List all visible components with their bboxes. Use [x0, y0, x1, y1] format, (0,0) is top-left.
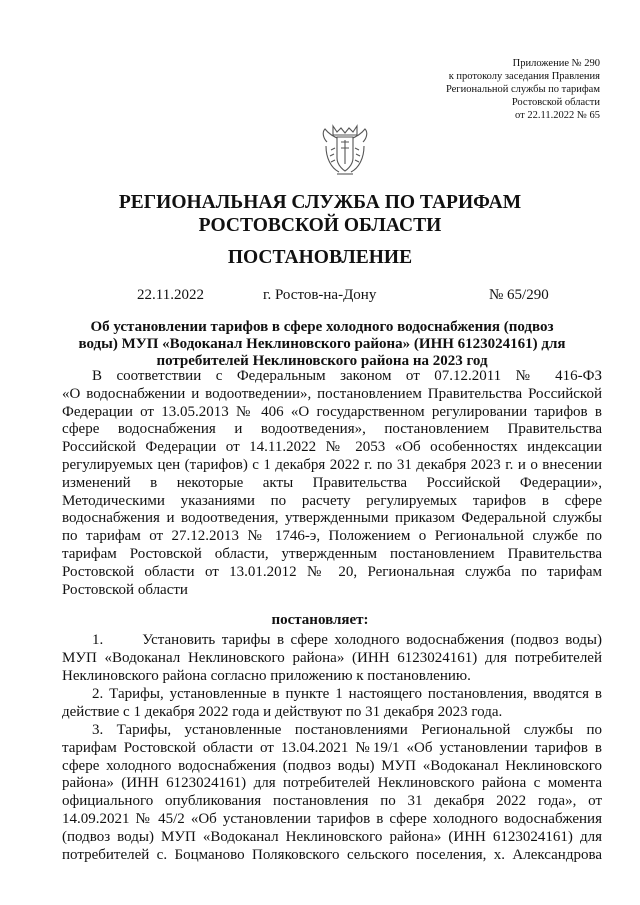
text-line: тарифам Ростовской области, утвержденным постановлением Правительства [62, 545, 602, 562]
text-line: 1. Установить тарифы в сфере холодного водоснабжения (подвоз воды) [92, 632, 602, 648]
text-line: района» (ИНН 6123024161) для потребителей Неклиновского района с момента [62, 775, 602, 792]
agency-line: РОСТОВСКОЙ ОБЛАСТИ [198, 215, 442, 236]
text-line: Российской Федерации от 14.11.2022 № 2053 «Об особенностях индексации [62, 439, 602, 456]
text-line: 3. Тарифы, установленные постановлениями Региональной службы по [92, 722, 602, 738]
appendix-note [446, 57, 600, 122]
text-line: изменений в некоторые акты Правительства Российской Федерации», [62, 474, 602, 491]
text-line: тарифам Ростовской области от 13.04.2021 №19/1 «Об установлении тарифов в [62, 739, 602, 756]
text-line: сфере водоснабжения и водоотведения», постановлением Правительства [62, 421, 602, 438]
item-3-paragraph [62, 722, 602, 864]
text-line: водоснабжения и водоотведения, утвержденными приказом Федеральной службы [62, 510, 602, 527]
text-line: Федерации от 13.05.2013 № 406 «О государственном регулировании тарифов в [62, 403, 602, 420]
appendix-line: Ростовской области [511, 97, 600, 108]
text-line: официального опубликования постановления по 31 декабря 2022 года», от [62, 793, 602, 810]
appendix-line: Приложение № 290 [512, 58, 600, 69]
appendix-line: от 22.11.2022 № 65 [515, 110, 600, 121]
text-line: Ростовской области [62, 581, 188, 598]
document-place: г. Ростов-на-Дону [263, 287, 377, 303]
item-1-paragraph [62, 632, 602, 685]
text-line: В соответствии с Федеральным законом от 07.12.2011 № 416-ФЗ [92, 368, 602, 384]
text-line: действие с 1 декабря 2022 года и действуют по 31 декабря 2023 года. [62, 703, 503, 720]
document-date: 22.11.2022 [137, 287, 204, 303]
title-line: воды) МУП «Водоканал Неклиновского района» (ИНН 6123024161) для [78, 336, 566, 352]
appendix-line: к протоколу заседания Правления [448, 71, 600, 82]
agency-name [0, 191, 640, 237]
text-line: регулируемых цен (тарифов) с 1 декабря 2022 г. по 31 декабря 2023 г. и о внесении [62, 456, 602, 473]
text-line: МУП «Водоканал Неклиновского района» (ИНН 6123024161) для потребителей [62, 649, 602, 666]
decree-word: постановляет: [271, 612, 369, 628]
text-line: 2. Тарифы, установленные в пункте 1 настоящего постановления, вводятся в [92, 686, 602, 702]
document-number: № 65/290 [489, 287, 549, 303]
text-line: Неклиновского района согласно приложению к постановлению. [62, 667, 471, 684]
text-line: сфере холодного водоснабжения (подвоз воды) МУП «Водоканал Неклиновского [62, 757, 602, 774]
item-2-paragraph [62, 686, 602, 722]
text-line: 14.09.2021 № 45/2 «Об установлении тарифов в сфере холодного водоснабжения [62, 810, 602, 827]
text-line: по тарифам от 27.12.2013 № 1746-э, Положением о Региональной службе по [62, 528, 602, 545]
text-line: Ростовской области от 13.01.2012 № 20, Региональная служба по тарифам [62, 563, 602, 580]
text-line: (подвоз воды) МУП «Водоканал Неклиновского района» (ИНН 6123024161) для [62, 828, 602, 845]
text-line: потребителей с. Боцманово Поляковского сельского поселения, х. Александрова [62, 846, 602, 863]
text-line: Методическими указаниями по расчету регулируемых тарифов в сфере [62, 492, 602, 509]
appendix-line: Региональной службы по тарифам [445, 84, 600, 95]
title-line: потребителей Неклиновского района на 2023 год [156, 353, 488, 369]
document-title [62, 319, 582, 370]
preamble-paragraph [62, 368, 602, 599]
agency-line: РЕГИОНАЛЬНАЯ СЛУЖБА ПО ТАРИФАМ [118, 192, 522, 213]
coat-of-arms-icon [319, 122, 371, 178]
document-type: ПОСТАНОВЛЕНИЕ [227, 247, 413, 268]
text-line: «О водоснабжении и водоотведении», постановлением Правительства Российской [62, 385, 602, 402]
title-line: Об установлении тарифов в сфере холодного водоснабжения (подвоз [90, 319, 554, 335]
